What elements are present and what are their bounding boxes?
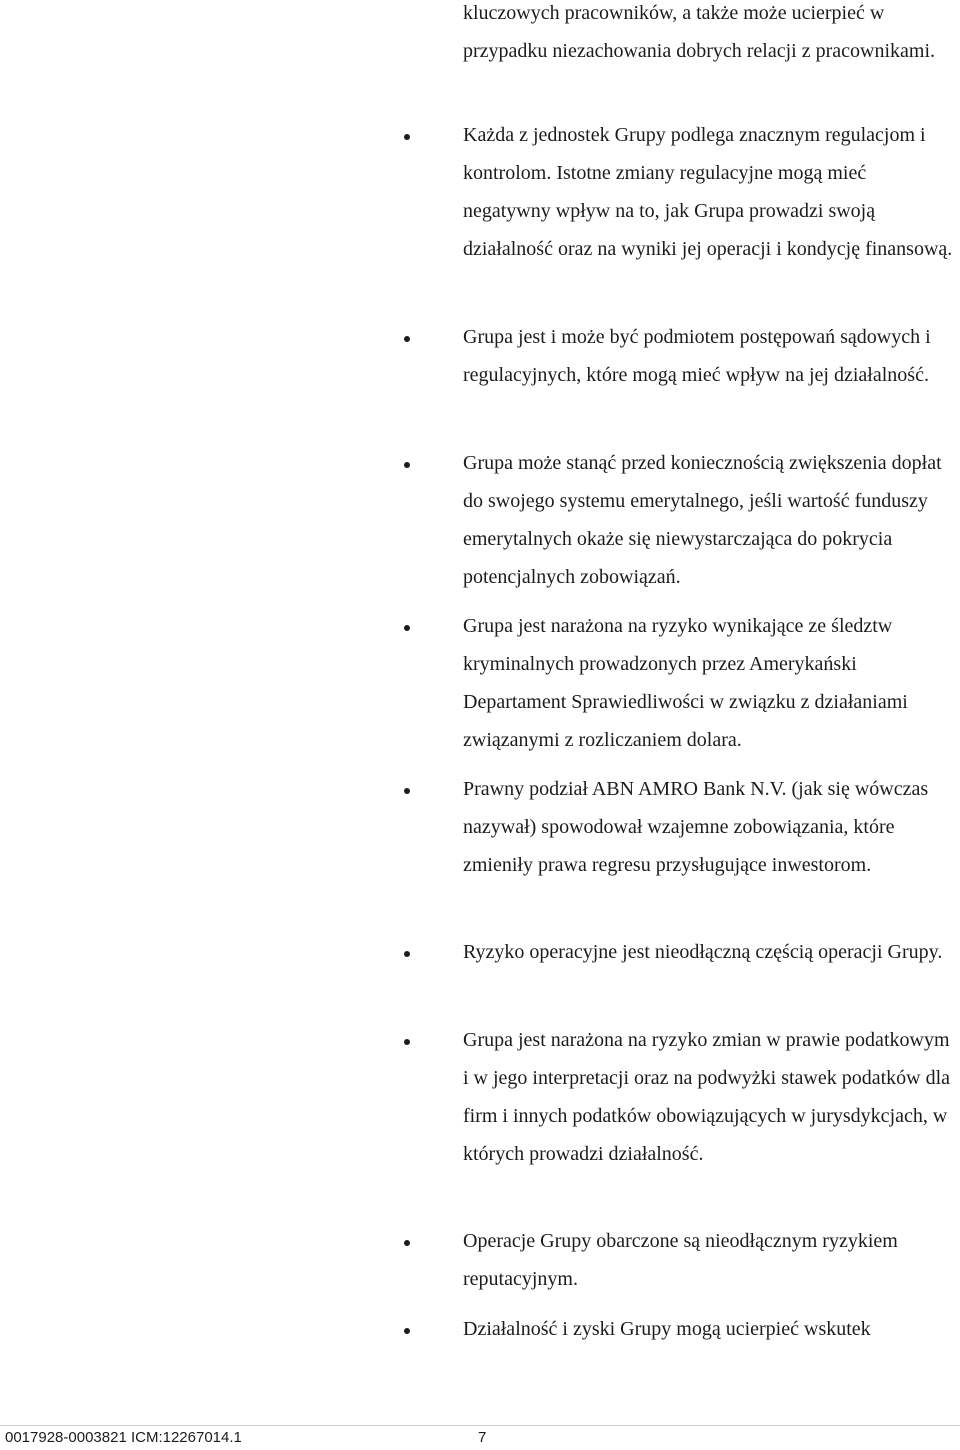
list-item-text: Działalność i zyski Grupy mogą ucierpieć wskutek: [463, 1318, 871, 1340]
list-item-text: Grupa jest i może być podmiotem postępowań sądowych i regulacyjnych, które mogą mieć wpływ na jej działalność.: [463, 326, 931, 386]
bullet-icon: [404, 951, 410, 957]
document-code: 0017928-0003821 ICM:12267014.1: [5, 1429, 242, 1446]
bullet-icon: [404, 462, 410, 468]
list-item-text: Grupa jest narażona na ryzyko wynikające ze śledztw kryminalnych prowadzonych przez Amerykański Departament Sprawiedliwości w związku z działaniami związanymi z rozliczaniem dolara.: [463, 615, 908, 751]
list-item-text: Prawny podział ABN AMRO Bank N.V. (jak się wówczas nazywał) spowodował wzajemne zobowiązania, które zmieniły prawa regresu przysługujące inwestorom.: [463, 778, 929, 876]
list-item-text: Ryzyko operacyjne jest nieodłączną częścią operacji Grupy.: [463, 941, 943, 963]
page-footer: [0, 1425, 960, 1450]
footer-divider: [0, 1425, 960, 1426]
bullet-icon: [404, 1039, 410, 1045]
bullet-icon: [404, 625, 410, 631]
bullet-icon: [404, 134, 410, 140]
continuation-paragraph: kluczowych pracowników, a także może ucierpieć w przypadku niezachowania dobrych relacji z pracownikami.: [463, 2, 936, 62]
page-number: 7: [478, 1429, 487, 1446]
list-item-text: Grupa jest narażona na ryzyko zmian w prawie podatkowym i w jego interpretacji oraz na podwyżki stawek podatków dla firm i innych podatków obowiązujących w jurysdykcjach, w których prowadzi działalność.: [463, 1029, 951, 1165]
bullet-icon: [404, 1240, 410, 1246]
list-item-text: Każda z jednostek Grupy podlega znacznym regulacjom i kontrolom. Istotne zmiany regulacyjne mogą mieć negatywny wpływ na to, jak Grupa prowadzi swoją działalność oraz na wyniki jej operacji i kondycję finansową.: [463, 124, 953, 260]
bullet-icon: [404, 336, 410, 342]
bullet-icon: [404, 788, 410, 794]
bullet-icon: [404, 1328, 410, 1334]
list-item-text: Grupa może stanąć przed koniecznością zwiększenia dopłat do swojego systemu emerytalnego, jeśli wartość funduszy emerytalnych okaże się niewystarczająca do pokrycia potencjalnych zobowiązań.: [463, 452, 942, 588]
list-item-text: Operacje Grupy obarczone są nieodłącznym ryzykiem reputacyjnym.: [463, 1230, 898, 1290]
